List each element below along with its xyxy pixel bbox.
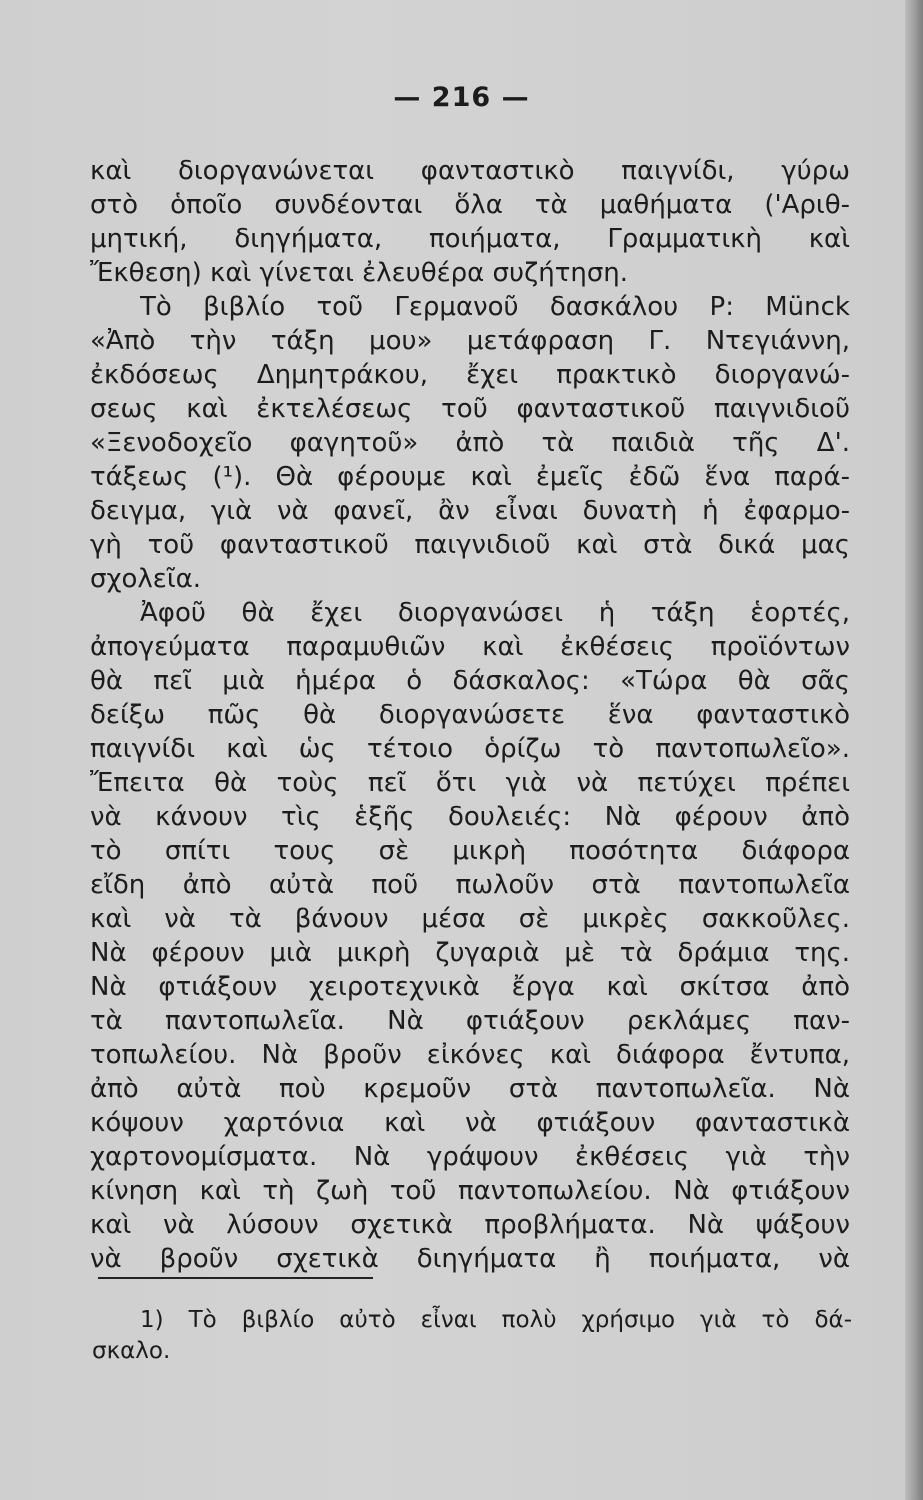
text-line: εἴδη ἀπὸ αὐτὰ ποῦ πωλοῦν στὰ παντοπωλεῖα bbox=[90, 870, 850, 900]
text-line: Ἀφοῦ θὰ ἔχει διοργανώσει ἡ τάξη ἑορτές, bbox=[140, 598, 850, 628]
text-line: δειγμα, γιὰ νὰ φανεῖ, ἂν εἶναι δυνατὴ ἡ ἐφαρμο- bbox=[90, 496, 850, 526]
page-edge-shadow bbox=[905, 0, 923, 1500]
text-line: καὶ διοργανώνεται φανταστικὸ παιγνίδι, γύρω bbox=[90, 156, 850, 186]
text-line: ἐκδόσεως Δημητράκου, ἔχει πρακτικὸ διοργανώ- bbox=[90, 360, 850, 390]
text-line: τὰ παντοπωλεῖα. Νὰ φτιάξουν ρεκλάμες παν- bbox=[90, 1006, 850, 1036]
text-line: Νὰ φέρουν μιὰ μικρὴ ζυγαριὰ μὲ τὰ δράμια της. bbox=[90, 938, 850, 968]
text-line: Ἔκθεση) καὶ γίνεται ἐλευθέρα συζήτηση. bbox=[90, 258, 629, 288]
text-line: γὴ τοῦ φανταστικοῦ παιγνιδιοῦ καὶ στὰ δικά μας bbox=[90, 530, 850, 560]
text-line: Ἔπειτα θὰ τοὺς πεῖ ὅτι γιὰ νὰ πετύχει πρέπει bbox=[90, 768, 850, 798]
page-number: — 216 — bbox=[393, 82, 530, 113]
text-line: τὸ σπίτι τους σὲ μικρὴ ποσότητα διάφορα bbox=[90, 836, 850, 866]
text-line: νὰ κάνουν τὶς ἑξῆς δουλειές: Νὰ φέρουν ἀπὸ bbox=[90, 802, 850, 832]
footnote-line: σκαλο. bbox=[92, 1338, 171, 1364]
text-line: καὶ νὰ λύσουν σχετικὰ προβλήματα. Νὰ ψάξουν bbox=[90, 1210, 850, 1240]
text-line: τάξεως (¹). Θὰ φέρουμε καὶ ἐμεῖς ἐδῶ ἕνα παρά- bbox=[90, 462, 850, 492]
text-line: χαρτονομίσματα. Νὰ γράψουν ἐκθέσεις γιὰ τὴν bbox=[90, 1142, 850, 1172]
text-line: ἀπογεύματα παραμυθιῶν καὶ ἐκθέσεις προϊόντων bbox=[90, 632, 850, 662]
text-line: Τὸ βιβλίο τοῦ Γερμανοῦ δασκάλου P: Münck bbox=[140, 292, 850, 322]
text-line: παιγνίδι καὶ ὡς τέτοιο ὁρίζω τὸ παντοπωλεῖο». bbox=[90, 734, 850, 764]
text-line: ἀπὸ αὐτὰ ποὺ κρεμοῦν στὰ παντοπωλεῖα. Νὰ bbox=[90, 1074, 850, 1104]
text-line: «Ἀπὸ τὴν τάξη μου» μετάφραση Γ. Ντεγιάννη, bbox=[90, 326, 850, 356]
text-line: θὰ πεῖ μιὰ ἡμέρα ὁ δάσκαλος: «Τώρα θὰ σᾶς bbox=[90, 666, 850, 696]
text-line: κίνηση καὶ τὴ ζωὴ τοῦ παντοπωλείου. Νὰ φτιάξουν bbox=[90, 1176, 850, 1206]
text-line: σεως καὶ ἐκτελέσεως τοῦ φανταστικοῦ παιγνιδιοῦ bbox=[90, 394, 850, 424]
text-line: «Ξενοδοχεῖο φαγητοῦ» ἀπὸ τὰ παιδιὰ τῆς Δ'. bbox=[90, 428, 850, 458]
text-line: νὰ βροῦν σχετικὰ διηγήματα ἢ ποιήματα, νὰ bbox=[90, 1244, 850, 1274]
text-line: στὸ ὁποῖο συνδέονται ὅλα τὰ μαθήματα ('Αριθ- bbox=[90, 190, 850, 220]
text-line: Νὰ φτιάξουν χειροτεχνικὰ ἔργα καὶ σκίτσα ἀπὸ bbox=[90, 972, 850, 1002]
footnote-divider bbox=[98, 1277, 373, 1279]
footnote-line: 1) Τὸ βιβλίο αὐτὸ εἶναι πολὺ χρήσιμο γιὰ τὸ δά- bbox=[140, 1307, 852, 1333]
text-line: σχολεῖα. bbox=[90, 564, 202, 594]
text-line: δείξω πῶς θὰ διοργανώσετε ἕνα φανταστικὸ bbox=[90, 700, 850, 730]
text-line: μητική, διηγήματα, ποιήματα, Γραμματικὴ καὶ bbox=[90, 224, 850, 254]
text-line: κόψουν χαρτόνια καὶ νὰ φτιάξουν φανταστικὰ bbox=[90, 1108, 850, 1138]
text-line: τοπωλείου. Νὰ βροῦν εἰκόνες καὶ διάφορα ἔντυπα, bbox=[90, 1040, 850, 1070]
text-line: καὶ νὰ τὰ βάνουν μέσα σὲ μικρὲς σακκοῦλες. bbox=[90, 904, 850, 934]
